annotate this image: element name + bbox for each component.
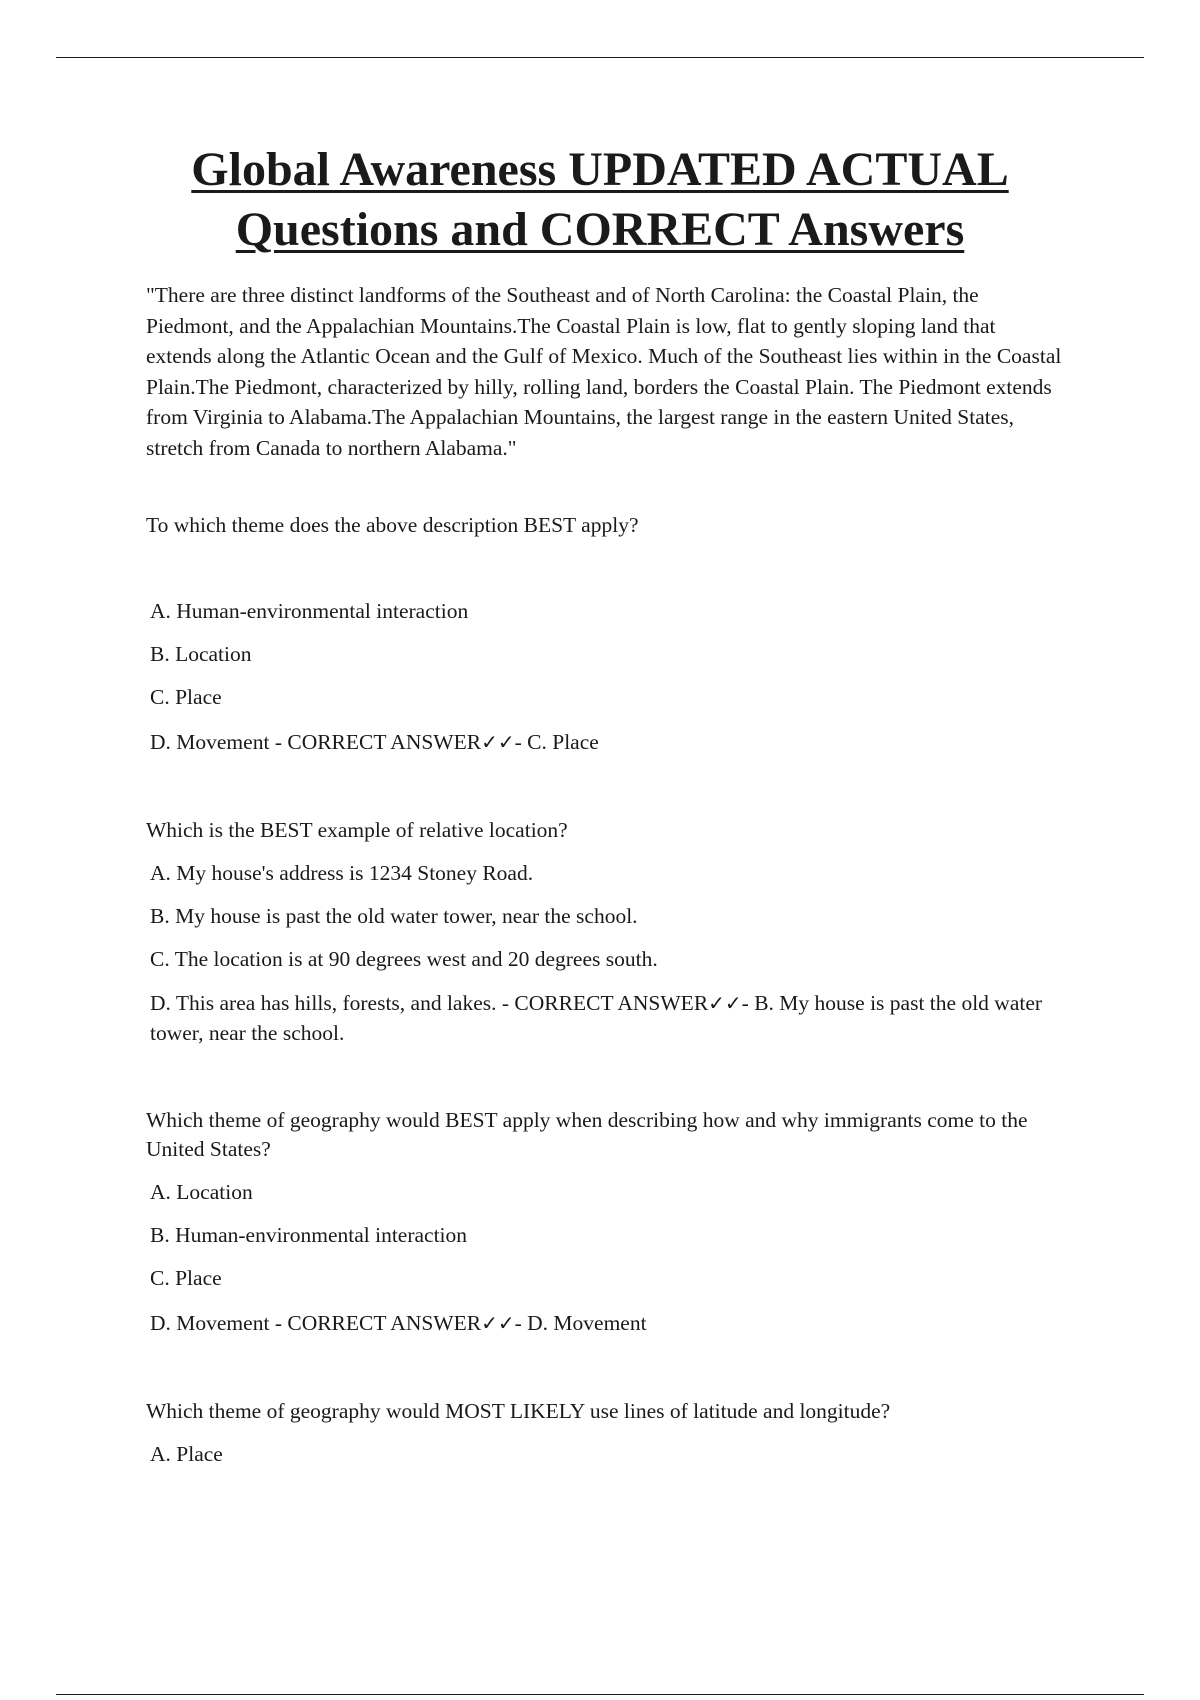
option-c: C. The location is at 90 degrees west and 20 degrees south. (150, 947, 658, 971)
question-text: To which theme does the above description BEST apply? (146, 513, 639, 537)
top-rule (56, 57, 1144, 58)
option-d-with-answer (146, 726, 1066, 758)
correct-answer: B. My house is past the old water tower, near the school. (150, 991, 1043, 1045)
question-block-2 (146, 816, 1066, 1048)
question-block-3 (146, 1106, 1066, 1339)
passage: "There are three distinct landforms of the Southeast and of North Carolina: the Coastal Plain, the Piedmont, and the Appalachian Mountains.The Coastal Plain is low, flat to gently sloping land that extends along the Atlantic Ocean and the Gulf of Mexico. Much of the Southeast lies within in the Coastal Plain.The Piedmont, characterized by hilly, rolling land, borders the Coastal Plain. The Piedmont extends from Virginia to Alabama.The Appalachian Mountains, the largest range in the eastern United States, stretch from Canada to northern Alabama." (146, 283, 1062, 460)
option-c: C. Place (150, 685, 222, 709)
option-b: B. Human-environmental interaction (150, 1223, 468, 1247)
option-d-with-answer (146, 1307, 1066, 1339)
question-block-4 (146, 1397, 1066, 1469)
correct-answer-marker: - CORRECT ANSWER (269, 1311, 482, 1335)
option-d: D. Movement (150, 730, 270, 754)
bottom-rule (56, 1694, 1144, 1695)
correct-answer-marker: - CORRECT ANSWER (269, 730, 482, 754)
question-block-1 (146, 511, 1066, 758)
document-body (146, 280, 1066, 1469)
option-a: A. Location (150, 1180, 253, 1204)
title-line-1: Global Awareness UPDATED ACTUAL (191, 143, 1009, 196)
title-line-2: Questions and CORRECT Answers (235, 203, 965, 256)
question-text: Which theme of geography would BEST apply when describing how and why immigrants come to the United States? (146, 1108, 1028, 1161)
answer-separator: - (741, 991, 755, 1015)
option-d: D. This area has hills, forests, and lakes. (150, 991, 497, 1015)
question-text: Which is the BEST example of relative location? (146, 818, 568, 842)
question-text: Which theme of geography would MOST LIKELY use lines of latitude and longitude? (146, 1399, 891, 1423)
correct-answer: C. Place (527, 730, 599, 754)
correct-answer: D. Movement (527, 1311, 647, 1335)
answer-separator: - (514, 730, 528, 754)
answer-separator: - (514, 1311, 528, 1335)
correct-answer-marker: - CORRECT ANSWER (496, 991, 709, 1015)
check-marks-icon: ✓✓ (481, 1311, 515, 1335)
option-a: A. Place (150, 1442, 223, 1466)
check-marks-icon: ✓✓ (708, 991, 742, 1015)
option-d: D. Movement (150, 1311, 270, 1335)
option-b: B. Location (150, 642, 252, 666)
document-title (0, 140, 1200, 260)
option-d-with-answer (146, 988, 1066, 1048)
option-a: A. My house's address is 1234 Stoney Road. (150, 861, 534, 885)
check-marks-icon: ✓✓ (481, 730, 515, 754)
option-a: A. Human-environmental interaction (150, 599, 469, 623)
option-c: C. Place (150, 1266, 222, 1290)
option-b: B. My house is past the old water tower, near the school. (150, 904, 638, 928)
